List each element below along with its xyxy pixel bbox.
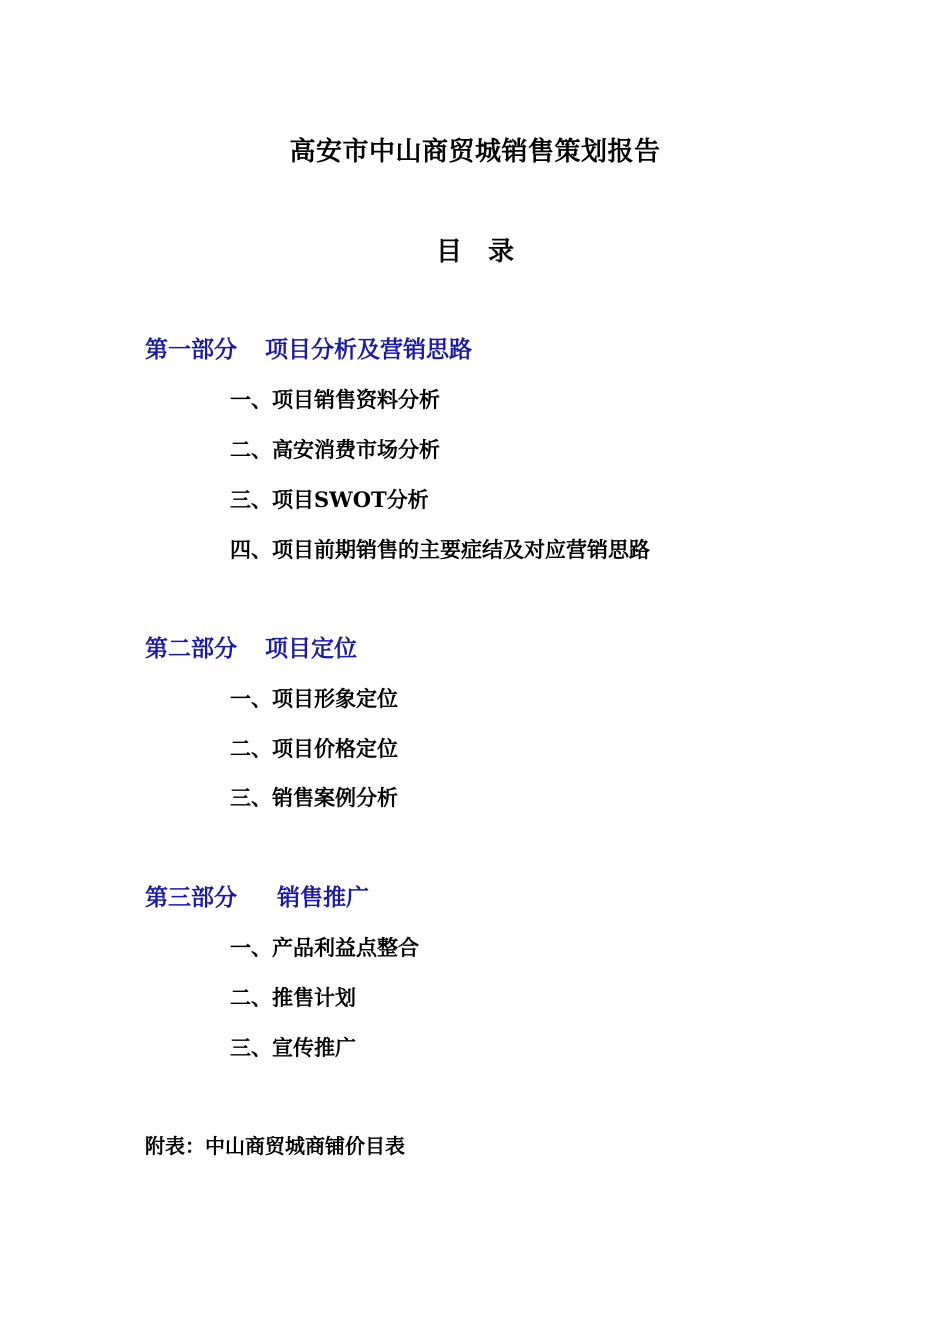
section-part-label: 第一部分 [145, 336, 237, 363]
section-part-label: 第二部分 [145, 635, 237, 662]
toc-item[interactable]: 三、销售案例分析 [230, 785, 398, 810]
section-name: 项目分析及营销思路 [265, 336, 472, 363]
toc-item[interactable]: 三、宣传推广 [230, 1035, 356, 1060]
toc-item[interactable]: 二、高安消费市场分析 [230, 437, 440, 462]
toc-heading: 目 录 [435, 237, 514, 267]
toc-item[interactable]: 二、推售计划 [230, 985, 356, 1010]
appendix-entry[interactable]: 附表：中山商贸城商铺价目表 [145, 1134, 405, 1158]
section-heading-1[interactable] [145, 333, 472, 367]
document-title: 高安市中山商贸城销售策划报告 [289, 137, 661, 167]
toc-item[interactable]: 二、项目价格定位 [230, 736, 398, 761]
section-part-label: 第三部分 [145, 884, 237, 911]
toc-item[interactable]: 四、项目前期销售的主要症结及对应营销思路 [230, 537, 650, 562]
toc-item[interactable]: 一、项目形象定位 [230, 686, 398, 711]
toc-item[interactable]: 三、项目SWOT分析 [230, 487, 429, 512]
section-heading-3[interactable] [145, 881, 369, 915]
toc-item[interactable]: 一、产品利益点整合 [230, 935, 419, 960]
section-name: 项目定位 [265, 635, 357, 662]
section-heading-2[interactable] [145, 632, 357, 666]
section-name: 销售推广 [277, 884, 369, 911]
toc-item[interactable]: 一、项目销售资料分析 [230, 387, 440, 412]
